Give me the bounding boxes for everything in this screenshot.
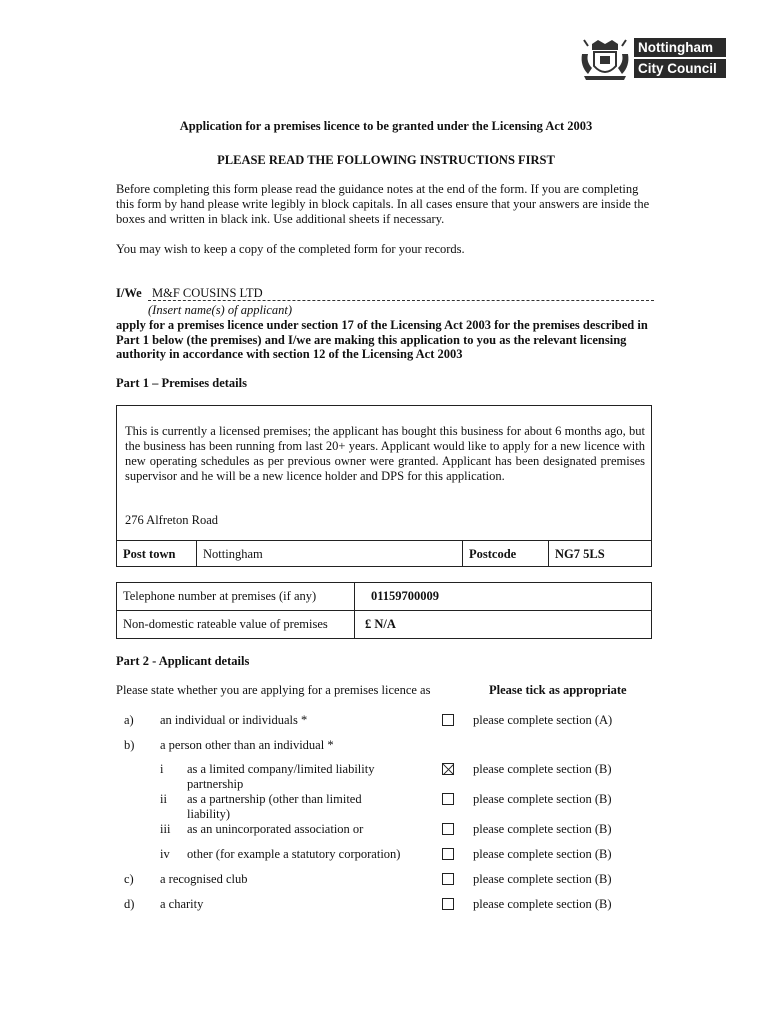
rateable-value[interactable]: £ N/A <box>365 617 396 631</box>
logo-line-1: Nottingham <box>634 38 726 57</box>
option-text-continued: liability) <box>187 807 231 821</box>
part2-heading: Part 2 - Applicant details <box>116 654 250 668</box>
rateable-value-row <box>117 610 651 638</box>
option-letter: d) <box>124 897 135 911</box>
option-text: as a limited company/limited liability <box>187 762 375 776</box>
apply-statement: apply for a premises licence under section 17 of the Licensing Act 2003 for the premises described in Part 1 below (the premises) and I/we are making this application to you as the relevant licensing authority in accordance with section 12 of the Licensing Act 2003 <box>116 318 648 361</box>
option-note: please complete section (B) <box>473 897 612 911</box>
form-title: Application for a premises licence to be granted under the Licensing Act 2003 <box>179 119 593 133</box>
premises-address[interactable]: 276 Alfreton Road <box>125 513 219 527</box>
logo-wordmark <box>634 38 726 80</box>
option-letter: c) <box>124 872 134 886</box>
part2-intro: Please state whether you are applying for a premises licence as <box>116 683 431 697</box>
option-text: a charity <box>160 897 204 911</box>
other-body-checkbox[interactable] <box>442 848 454 860</box>
part1-heading: Part 1 – Premises details <box>116 376 247 390</box>
applicant-label: I/We <box>116 286 142 300</box>
option-letter: ii <box>160 792 167 806</box>
telephone-value[interactable]: 01159700009 <box>371 589 440 603</box>
telephone-row <box>117 583 651 610</box>
council-logo <box>578 36 726 82</box>
tick-heading: Please tick as appropriate <box>489 683 627 697</box>
applicant-name-hint: (Insert name(s) of applicant) <box>148 303 293 317</box>
option-letter: b) <box>124 738 135 752</box>
option-text: as a partnership (other than limited <box>187 792 362 806</box>
instructions-heading: PLEASE READ THE FOLLOWING INSTRUCTIONS FIRST <box>217 153 555 167</box>
nottingham-crest-icon <box>578 36 632 82</box>
option-text: a person other than an individual * <box>160 738 334 752</box>
option-letter: a) <box>124 713 134 727</box>
option-letter: iv <box>160 847 170 861</box>
option-note: please complete section (B) <box>473 792 612 806</box>
instructions-paragraph-1: Before completing this form please read the guidance notes at the end of the form. If you are completing this form by hand please write legibly in block capitals. In all cases ensure that your answers are inside the boxes and written in black ink. Use additional sheets if necessary. <box>116 182 650 226</box>
option-text: other (for example a statutory corporation) <box>187 847 401 861</box>
option-note: please complete section (B) <box>473 822 612 836</box>
individual-checkbox[interactable] <box>442 714 454 726</box>
post-town-label: Post town <box>117 541 197 567</box>
limited-company-checkbox[interactable] <box>442 763 454 775</box>
post-town-value[interactable]: Nottingham <box>197 541 463 567</box>
partnership-checkbox[interactable] <box>442 793 454 805</box>
telephone-label: Telephone number at premises (if any) <box>117 583 355 610</box>
option-note: please complete section (B) <box>473 762 612 776</box>
option-text: a recognised club <box>160 872 248 886</box>
option-note: please complete section (B) <box>473 847 612 861</box>
unincorporated-association-checkbox[interactable] <box>442 823 454 835</box>
post-town-row <box>117 540 651 567</box>
premises-details-box <box>116 405 652 567</box>
instructions-paragraph-2: You may wish to keep a copy of the completed form for your records. <box>116 242 465 256</box>
postcode-value[interactable]: NG7 5LS <box>555 547 605 561</box>
option-text: an individual or individuals * <box>160 713 308 727</box>
charity-checkbox[interactable] <box>442 898 454 910</box>
option-letter: i <box>160 762 164 776</box>
rateable-value-label: Non-domestic rateable value of premises <box>117 611 355 638</box>
option-note: please complete section (A) <box>473 713 613 727</box>
logo-line-2: City Council <box>634 59 726 78</box>
option-note: please complete section (B) <box>473 872 612 886</box>
option-text: as an unincorporated association or <box>187 822 364 836</box>
recognised-club-checkbox[interactable] <box>442 873 454 885</box>
option-text-continued: partnership <box>187 777 244 791</box>
premises-contact-table <box>116 582 652 639</box>
premises-description[interactable]: This is currently a licensed premises; the applicant has bought this business for about 6 months ago, but the business has been running from last 20+ years. Applicant would like to apply for a new licence with new operating schedules as per previous owner were granted. Applicant has been designated premises supervisor and he will be a new licence holder and DPS for this application. <box>125 424 645 483</box>
option-letter: iii <box>160 822 171 836</box>
applicant-name: M&F COUSINS LTD <box>152 286 263 300</box>
postcode-label: Postcode <box>463 541 549 567</box>
